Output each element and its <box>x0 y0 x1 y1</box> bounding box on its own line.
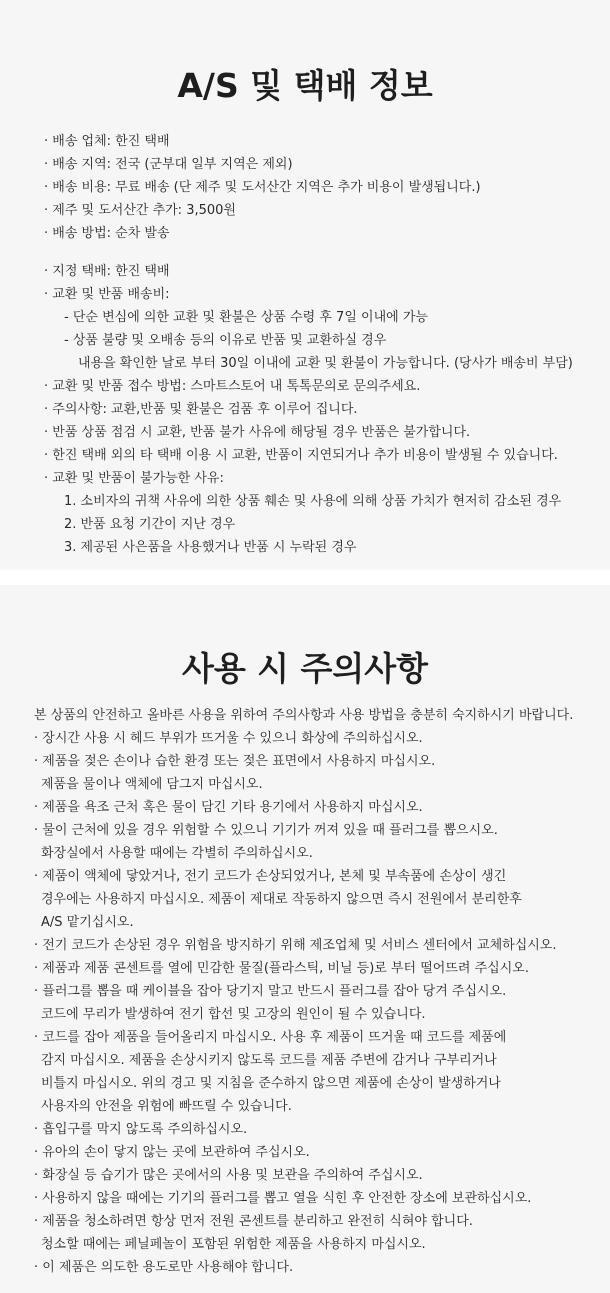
return-fee-defect: - 상품 불량 및 오배송 등의 이유로 반품 및 교환하실 경우 <box>64 333 387 348</box>
delivery-cost-line: · 배송 비용: 무료 배송 (단 제주 및 도서산간 지역은 추가 비용이 발생됩니다.) <box>44 180 481 195</box>
as-delivery-list <box>44 130 573 559</box>
return-fee-heading: · 교환 및 반품 배송비: <box>44 287 170 302</box>
usage-caution-title: 사용 시 주의사항 <box>181 649 429 688</box>
return-inspection-line: · 반품 상품 점검 시 교환, 반품 불가 사유에 해당될 경우 반품은 불가합니다. <box>44 425 471 440</box>
as-delivery-section <box>0 0 610 570</box>
caution-item-continued: 화장실에서 사용할 때에는 각별히 주의하십시오. <box>41 846 313 861</box>
caution-item-continued: 청소할 때에는 페닐페놀이 포함된 위험한 제품을 사용하지 마십시오. <box>41 1237 426 1252</box>
return-fee-simple-change: - 단순 변심에 의한 교환 및 환불은 상품 수령 후 7일 이내에 가능 <box>64 310 428 325</box>
caution-item: · 화장실 등 습기가 많은 곳에서의 사용 및 보관을 주의하여 주십시오. <box>34 1168 423 1183</box>
caution-item-continued: 감지 마십시오. 제품을 손상시키지 않도록 코드를 제품 주변에 감거나 구부리거나 <box>41 1053 497 1068</box>
designated-courier-line: · 지정 택배: 한진 택배 <box>44 264 170 279</box>
usage-caution-section <box>0 585 610 1293</box>
caution-item: · 물이 근처에 있을 경우 위험할 수 있으니 기기가 꺼져 있을 때 플러그를 뽑으시오. <box>34 823 498 838</box>
return-note-line: · 주의사항: 교환,반품 및 환불은 검품 후 이루어 집니다. <box>44 402 358 417</box>
caution-item: · 전기 코드가 손상된 경우 위험을 방지하기 위해 제조업체 및 서비스 센터에서 교체하십시오. <box>34 938 557 953</box>
caution-item: · 제품과 제품 콘센트를 열에 민감한 물질(플라스틱, 비닐 등)로 부터 떨어뜨려 주십시오. <box>34 961 529 976</box>
caution-item-continued: 코드에 무리가 발생하여 전기 합선 및 고장의 원인이 될 수 있습니다. <box>41 1007 426 1022</box>
non-returnable-reason: 3. 제공된 사은품을 사용했거나 반품 시 누락된 경우 <box>64 540 357 555</box>
caution-item-continued: 경우에는 사용하지 마십시오. 제품이 제대로 작동하지 않으면 즉시 전원에서 분리한후 <box>41 892 522 907</box>
jeju-surcharge-line: · 제주 및 도서산간 추가: 3,500원 <box>44 203 236 218</box>
caution-item-continued: A/S 맡기십시오. <box>41 915 134 930</box>
non-returnable-heading: · 교환 및 반품이 불가능한 사유: <box>44 471 224 486</box>
delivery-company-line: · 배송 업체: 한진 택배 <box>44 134 170 149</box>
caution-item: · 플러그를 뽑을 때 케이블을 잡아 당기지 말고 반드시 플러그를 잡아 당겨 주십시오. <box>34 984 507 999</box>
caution-item: · 유아의 손이 닿지 않는 곳에 보관하여 주십시오. <box>34 1145 310 1160</box>
non-returnable-reason: 2. 반품 요청 기간이 지난 경우 <box>64 517 236 532</box>
delivery-region-line: · 배송 지역: 전국 (군부대 일부 지역은 제외) <box>44 157 293 172</box>
caution-item: · 제품을 청소하려면 항상 먼저 전원 콘센트를 분리하고 완전히 식혀야 합니다. <box>34 1214 473 1229</box>
non-returnable-reason: 1. 소비자의 귀책 사유에 의한 상품 훼손 및 사용에 의해 상품 가치가 현저히 감소된 경우 <box>64 494 562 509</box>
caution-item: · 이 제품은 의도한 용도로만 사용해야 합니다. <box>34 1260 294 1275</box>
as-delivery-title: A/S 및 택배 정보 <box>177 66 433 105</box>
caution-item-continued: 비틀지 마십시오. 위의 경고 및 지침을 준수하지 않으면 제품에 손상이 발생하거나 <box>41 1076 501 1091</box>
caution-item: · 제품이 액체에 닿았거나, 전기 코드가 손상되었거나, 본체 및 부속품에 손상이 생긴 <box>34 869 507 884</box>
caution-item: · 제품을 젖은 손이나 습한 환경 또는 젖은 표면에서 사용하지 마십시오. <box>34 754 436 769</box>
caution-list <box>34 704 573 1279</box>
spacer <box>44 245 573 260</box>
caution-item: · 코드를 잡아 제품을 들어올리지 마십시오. 사용 후 제품이 뜨거울 때 코드를 제품에 <box>34 1030 507 1045</box>
caution-intro: 본 상품의 안전하고 올바른 사용을 위하여 주의사항과 사용 방법을 충분히 숙지하시기 바랍니다. <box>34 708 574 723</box>
return-method-line: · 교환 및 반품 접수 방법: 스마트스토어 내 톡톡문의로 문의주세요. <box>44 379 421 394</box>
caution-item-continued: 제품을 물이나 액체에 담그지 마십시오. <box>41 777 263 792</box>
caution-item: · 제품을 욕조 근처 혹은 물이 담긴 기타 용기에서 사용하지 마십시오. <box>34 800 423 815</box>
delivery-method-line: · 배송 방법: 순차 발송 <box>44 226 170 241</box>
caution-item: · 장시간 사용 시 헤드 부위가 뜨거울 수 있으니 화상에 주의하십시오. <box>34 731 423 746</box>
caution-item-continued: 사용자의 안전을 위험에 빠뜨릴 수 있습니다. <box>41 1099 292 1114</box>
return-fee-defect-continued: 내용을 확인한 날로 부터 30일 이내에 교환 및 환불이 가능합니다. (당사가 배송비 부담) <box>78 356 573 371</box>
caution-item: · 흡입구를 막지 않도록 주의하십시오. <box>34 1122 248 1137</box>
other-courier-line: · 한진 택배 외의 타 택배 이용 시 교환, 반품이 지연되거나 추가 비용이 발생될 수 있습니다. <box>44 448 558 463</box>
caution-item: · 사용하지 않을 때에는 기기의 플러그를 뽑고 열을 식힌 후 안전한 장소에 보관하십시오. <box>34 1191 532 1206</box>
